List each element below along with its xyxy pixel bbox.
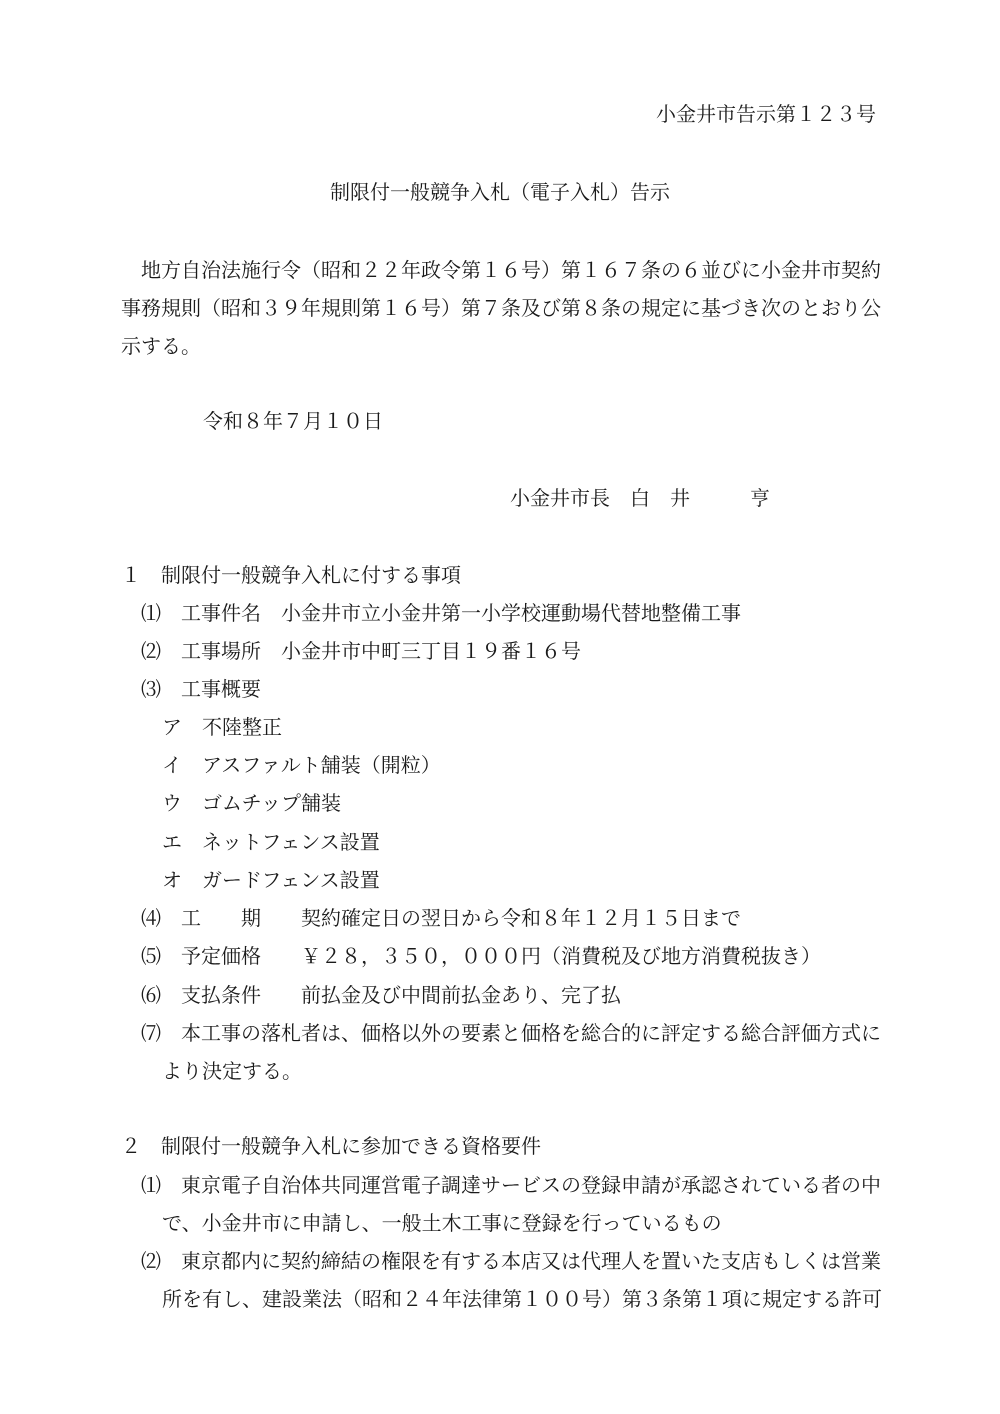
document-title: 制限付一般競争入札（電子入札）告示	[330, 180, 670, 204]
section1-item-5: ⑸ 予定価格 ￥２８，３５０，０００円（消費税及び地方消費税抜き）	[141, 944, 821, 968]
section1-heading: １ 制限付一般競争入札に付する事項	[121, 563, 461, 587]
overview-item-u: ウ ゴムチップ舗装	[162, 791, 341, 815]
overview-item-o: オ ガードフェンス設置	[162, 868, 380, 892]
overview-item-e: エ ネットフェンス設置	[162, 830, 380, 854]
section1-item-7-line-1: ⑺ 本工事の落札者は、価格以外の要素と価格を総合的に評定する総合評価方式に	[141, 1021, 881, 1045]
section1-item-2: ⑵ 工事場所 小金井市中町三丁目１９番１６号	[141, 639, 581, 663]
section1-item-3: ⑶ 工事概要	[141, 677, 261, 701]
preamble-line-1: 地方自治法施行令（昭和２２年政令第１６号）第１６７条の６並びに小金井市契約	[141, 258, 881, 282]
section1-item-1: ⑴ 工事件名 小金井市立小金井第一小学校運動場代替地整備工事	[141, 601, 741, 625]
section2-item-1-line-2: で、小金井市に申請し、一般土木工事に登録を行っているもの	[162, 1211, 722, 1235]
section2-heading: ２ 制限付一般競争入札に参加できる資格要件	[121, 1134, 541, 1158]
section2-item-2-line-1: ⑵ 東京都内に契約締結の権限を有する本店又は代理人を置いた支店もしくは営業	[141, 1249, 881, 1273]
notice-date: 令和８年７月１０日	[203, 409, 383, 433]
section1-item-7-line-2: より決定する。	[162, 1059, 302, 1083]
section1-item-4: ⑷ 工 期 契約確定日の翌日から令和８年１２月１５日まで	[141, 906, 741, 930]
signatory: 小金井市長 白 井 亨	[510, 486, 770, 510]
overview-item-a: ア 不陸整正	[162, 715, 282, 739]
preamble-line-2: 事務規則（昭和３９年規則第１６号）第７条及び第８条の規定に基づき次のとおり公	[121, 296, 881, 320]
preamble-line-3: 示する。	[121, 334, 201, 358]
section2-item-1-line-1: ⑴ 東京電子自治体共同運営電子調達サービスの登録申請が承認されている者の中	[141, 1173, 881, 1197]
section1-item-6: ⑹ 支払条件 前払金及び中間前払金あり、完了払	[141, 983, 621, 1007]
section2-item-2-line-2: 所を有し、建設業法（昭和２４年法律第１００号）第３条第１項に規定する許可	[162, 1287, 882, 1311]
notice-number: 小金井市告示第１２３号	[656, 102, 876, 126]
overview-item-i: イ アスファルト舗装（開粒）	[162, 753, 441, 777]
